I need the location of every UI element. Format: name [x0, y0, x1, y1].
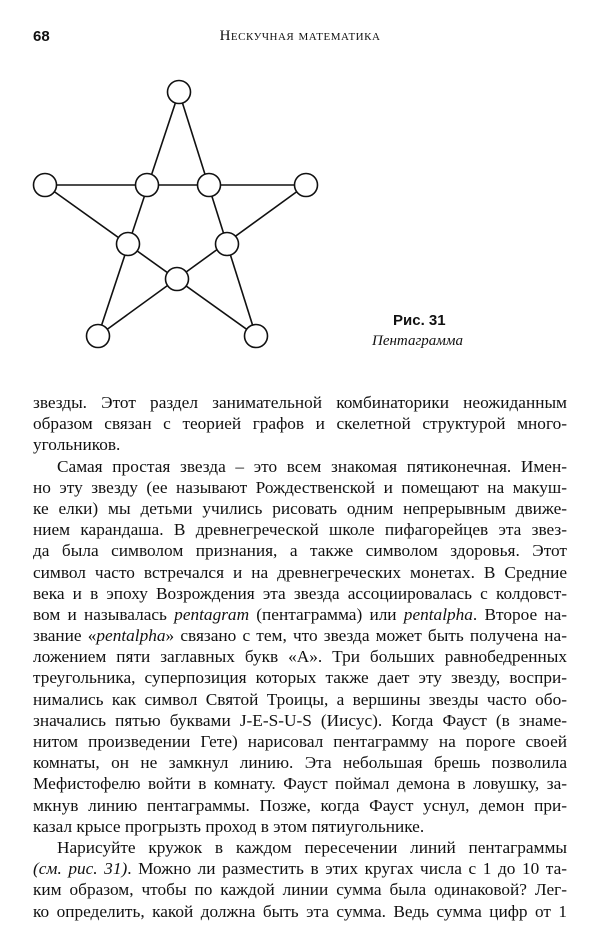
figure-title: Пентаграмма [372, 333, 463, 349]
text-segment: ложением пяти заглавных букв «А». Три больших равнобедренных [33, 647, 567, 667]
page-number: 68 [33, 28, 50, 45]
text-segment: Самая простая звезда – это всем знакомая пятиконечная. Имен- [57, 456, 567, 476]
text-line [33, 434, 567, 455]
text-segment: . Второе на- [472, 604, 568, 624]
text-segment: нитом произведении Гете) нарисовал пентаграмму на пороге своей [33, 732, 567, 751]
text-segment: символ часто встречался и на древнегреческих монетах. В Средние [33, 562, 567, 582]
pentagram-line [98, 185, 306, 336]
italic-text: pentagram [174, 604, 250, 624]
node-circle-inner-mid-right [216, 233, 239, 256]
text-segment: образом связан с теорией графов и скелетной структурой много- [33, 414, 567, 434]
pentagram-figure [0, 0, 600, 370]
italic-text: (см. рис. 31) [33, 859, 128, 879]
node-circle-right [295, 174, 318, 197]
text-segment: комнаты, он не замкнул линию. Эта небольшая брешь позволила [33, 753, 567, 773]
text-segment: казал крысе прогрызть проход в этом пятиугольнике. [33, 816, 425, 836]
text-segment: Мефистофелю войти в комнату. Фауст поймал демона в ловушку, за- [33, 774, 567, 794]
text-segment: ко определить, какой должна быть эта сумма. Ведь сумма цифр от 1 [33, 901, 567, 921]
text-line [33, 752, 567, 773]
text-line [33, 773, 567, 794]
text-segment: звезды. Этот раздел занимательной комбинаторики неожиданным [33, 393, 567, 412]
node-circle-bottom-left [87, 325, 110, 348]
text-line [33, 583, 567, 604]
text-line [33, 498, 567, 519]
node-circle-inner-mid-left [117, 233, 140, 256]
text-line [33, 689, 567, 710]
text-line [33, 858, 567, 879]
text-line [33, 392, 567, 413]
text-line [33, 540, 567, 561]
italic-text: pentalpha [403, 604, 473, 624]
text-segment: ким образом, чтобы по каждой линии сумма была одинаковой? Лег- [33, 880, 567, 900]
text-segment: угольников. [33, 435, 121, 455]
node-circle-top [168, 81, 191, 104]
node-circle-inner-upper-left [136, 174, 159, 197]
pentagram-line [98, 92, 179, 336]
text-line [33, 646, 567, 667]
text-line [33, 625, 567, 646]
text-segment: значались пятью буквами J-E-S-U-S (Иисус). Когда Фауст (в знаме- [33, 710, 567, 730]
text-line [33, 667, 567, 688]
text-segment: но эту звезду (ее называют Рождественской и помещают на макуш- [33, 477, 567, 497]
text-segment: . Можно ли разместить в этих кругах числа с 1 до 10 та- [127, 859, 567, 879]
node-circle-inner-upper-right [198, 174, 221, 197]
text-line [33, 710, 567, 731]
text-segment: мкнув линию пентаграммы. Позже, когда Фауст уснул, демон при- [33, 795, 567, 815]
node-circle-left [34, 174, 57, 197]
pentagram-line [179, 92, 256, 336]
node-circle-bottom-right [245, 325, 268, 348]
text-line [33, 519, 567, 540]
text-line [33, 879, 567, 900]
text-segment: Нарисуйте кружок в каждом пересечении линий пентаграммы [57, 837, 567, 857]
text-line [33, 837, 567, 858]
text-line [33, 604, 567, 625]
text-line [33, 413, 567, 434]
text-segment: века и в эпоху Возрождения эта звезда ассоциировалась с колдовст- [33, 583, 567, 603]
text-segment: (пентаграмма) или [249, 604, 404, 624]
text-line [33, 731, 567, 752]
figure-label: Рис. 31 [393, 312, 446, 329]
text-segment: » связано с тем, что звезда может быть получена на- [165, 626, 567, 646]
text-line [33, 901, 567, 922]
text-segment: да была символом признания, а также символом здоровья. Этот [33, 541, 567, 561]
italic-text: pentalpha [96, 626, 166, 646]
text-segment: треугольника, суперпозиция которых также дает эту звезду, воспри- [33, 668, 567, 688]
text-segment: звание « [33, 626, 97, 646]
text-segment: вом и называлась [33, 604, 175, 624]
text-line [33, 456, 567, 477]
running-title: Нескучная математика [219, 28, 381, 44]
text-line [33, 477, 567, 498]
text-segment: нием карандаша. В древнегреческой школе пифагорейцев эта звез- [33, 520, 567, 540]
text-segment: ке елки) мы детьми учились рисовать одним непрерывным движе- [33, 498, 567, 518]
text-line [33, 795, 567, 816]
node-circle-inner-bottom [166, 268, 189, 291]
text-line [33, 816, 567, 837]
pentagram-line [45, 185, 256, 336]
body-text [33, 392, 567, 922]
text-segment: нимались как символ Святой Троицы, а вершины звезды часто обо- [33, 689, 567, 709]
text-line [33, 562, 567, 583]
